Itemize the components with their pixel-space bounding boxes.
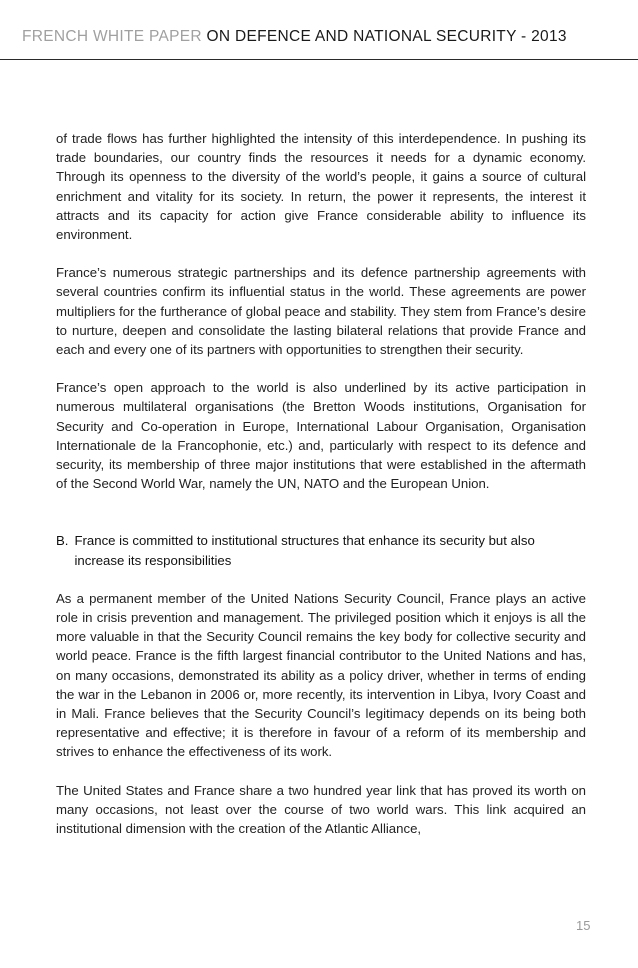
header-title-dark: ON DEFENCE AND NATIONAL SECURITY - 2013: [206, 28, 567, 45]
body-paragraph: The United States and France share a two hundred year link that has proved its worth on many occasions, not least over the course of two world wars. This link acquired an institutional dimension with the creation of the Atlantic Alliance,: [56, 782, 586, 837]
body-paragraph: of trade flows has further highlighted the intensity of this interdependence. In pushing its trade boundaries, our country finds the resources it needs for a dynamic economy. Through its openness to the diversity of the world’s people, it gains a source of cultural enrichment and vitality for its society. In return, the power it represents, the interest it attracts and its capacity for action give France considerable ability to influence its environment.: [56, 131, 586, 243]
header-title-light: FRENCH WHITE PAPER: [22, 28, 202, 45]
subheading-text: France is committed to institutional structures that enhance its security but also increase its responsibilities: [74, 533, 535, 568]
header-divider: [0, 59, 638, 60]
section-subheading: [56, 531, 586, 569]
subheading-letter: B.: [56, 533, 69, 549]
body-paragraph: As a permanent member of the United Nations Security Council, France plays an active role in crisis prevention and management. The privileged position which it enjoys is all the more valuable in that the Security Council remains the key body for collective security and world peace. France is the fifth largest financial contributor to the United Nations and has, on many occasions, demonstrated its ability as a policy driver, whether in terms of ending the war in the Lebanon in 2006 or, more recently, its intervention in Libya, Ivory Coast and in Mali. France believes that the Security Council’s legitimacy depends on its being both representative and effective; it is therefore in favour of a reform of its membership and strives to enhance the effectiveness of its work.: [56, 590, 586, 760]
page-number: 15: [576, 918, 591, 933]
running-header: [22, 27, 622, 47]
page-body: [56, 129, 586, 838]
body-paragraph: France’s numerous strategic partnerships and its defence partnership agreements with several countries confirm its influential status in the world. These agreements are power multipliers for the furtherance of global peace and stability. They stem from France’s desire to nurture, deepen and consolidate the lasting bilateral relations that provide France and each and every one of its partners with opportunities to strengthen their security.: [56, 265, 586, 358]
body-paragraph: France’s open approach to the world is also underlined by its active participation in numerous multilateral organisations (the Bretton Woods institutions, Organisation for Security and Co-operation in Europe, International Labour Organisation, Organisation Internationale de la Francophonie, etc.) and, particularly with respect to its defence and security, its membership of three major institutions that were established in the aftermath of the Second World War, namely the UN, NATO and the European Union.: [56, 380, 586, 492]
